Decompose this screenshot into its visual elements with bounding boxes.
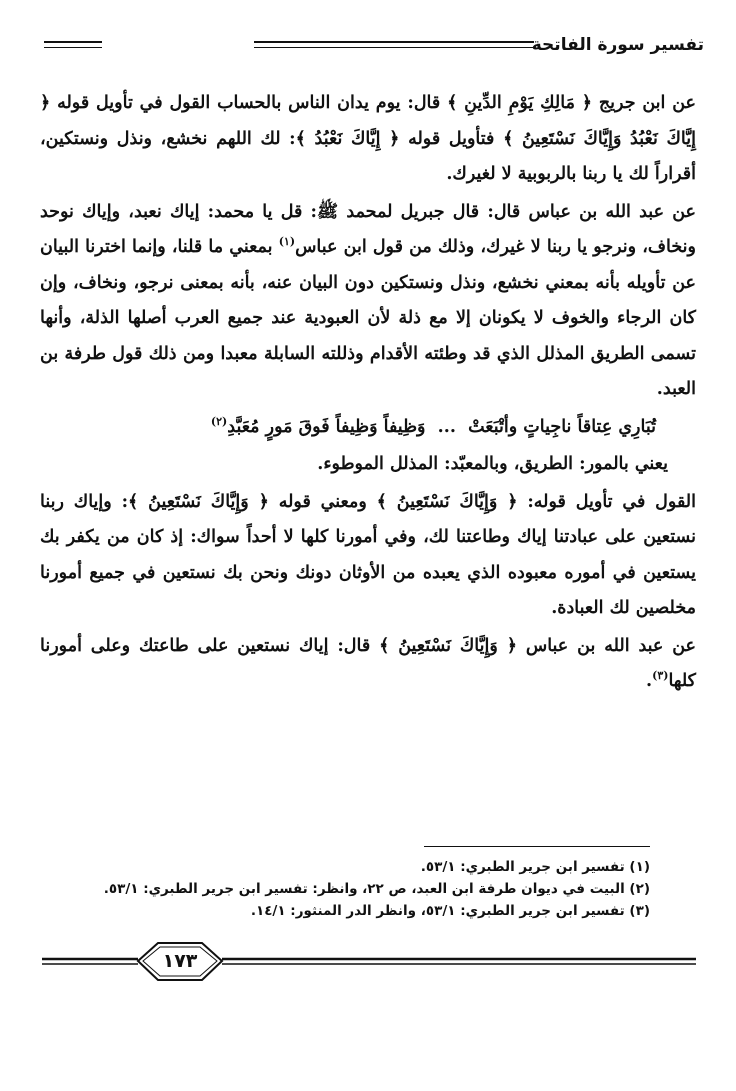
main-text [40, 86, 696, 702]
gloss-line: يعني بالمور: الطريق، وبالمعبّد: المذلل الموطوء. [317, 454, 668, 474]
footnote-3: (٣) تفسير ابن جرير الطبري: ٥٣/١، وانظر الدر المنثور: ١٤/١. [250, 903, 650, 919]
footnote-1: (١) تفسير ابن جرير الطبري: ٥٣/١. [420, 859, 650, 875]
paragraph-1: عن ابن جريج ﴿ مَالِكِ يَوْمِ الدِّينِ ﴾ قال: يوم يدان الناس بالحساب القول في تأويل قوله ﴿ إِيَّاكَ نَعْبُدُ وَإِيَّاكَ نَسْتَعِينُ ﴾ فتأويل قوله ﴿ إِيَّاكَ نَعْبُدُ ﴾: لك اللهم نخشع، ونذل ونستكين، أقراراً لك يا ربنا بالربوبية لا لغيرك. [40, 93, 696, 184]
footnote-separator [424, 846, 650, 847]
poem-separator: ... [437, 416, 456, 437]
footnote-ref-3: (٣) [652, 669, 669, 683]
poem-hemistich-2: وَظِيفاً وَظِيفاً فَوقَ مَورٍ مُعَبَّدِ [227, 416, 426, 437]
footnote-ref-2: (٢) [210, 414, 228, 428]
paragraph-4 [40, 629, 696, 700]
header-rule-right [254, 41, 534, 48]
footnote-ref-1: (١) [278, 235, 296, 249]
paragraph-4-text: عن عبد الله بن عباس ﴿ وَإِيَّاكَ نَسْتَعِينُ ﴾ قال: إياك نستعين على طاعتك وعلى أمورنا كلها [40, 635, 696, 691]
header-rule-left [44, 41, 102, 48]
poem-hemistich-1: تُبَارِي عِتاقاً ناجِياتٍ وأتْبَعَتْ [468, 416, 656, 437]
paragraph-3: القول في تأويل قوله: ﴿ وَإِيَّاكَ نَسْتَعِينُ ﴾ ومعني قوله ﴿ وَإِيَّاكَ نَسْتَعِينُ ﴾: وإياك ربنا نستعين على عبادتنا إياك وطاعتنا لك، وفي أمورنا كلها لا أحداً سواك: إذ كان من يكفر بك يستعين في أموره معبوده الذي يعبده من الأوثان دونك ونحن بك نستعين في جميع أمورنا مخلصين لك العبادة. [40, 491, 696, 618]
paragraph-4-end: . [646, 671, 653, 691]
footnotes [50, 856, 650, 922]
paragraph-2-text: عن عبد الله بن عباس قال: قال جبريل لمحمد ﷺ: قل يا محمد: إياك نعبد، وإياك نوحد ونخاف، ونرجو يا ربنا لا غيرك، وذلك من قول ابن عباس [40, 201, 696, 257]
header-title: تفسير سورة الفاتحة [531, 35, 704, 55]
running-header [44, 32, 704, 60]
paragraph-2-continuation: بمعني ما قلنا، وإنما اخترنا البيان عن تأويله بأنه بمعني نخشع، ونذل ونستكين دون البيان عنه، بأنه بمعنى نرجو، ونخاف، وإن كان الرجاء والخوف لا يكونان إلا مع ذلة لأن العبودية عند جميع العرب أصلها الذلة، وأنها تسمى الطريق المذلل الذي قد وطئته الأقدام وذللته السابلة معبدا ومن ذلك قول طرفة بن العبد. [40, 237, 696, 399]
poem-verse [40, 410, 696, 446]
footnote-2: (٢) البيت في ديوان طرفة ابن العبد، ص ٢٢، وانظر: تفسير ابن جرير الطبري: ٥٣/١. [103, 881, 650, 897]
paragraph-2 [40, 195, 696, 408]
page-footer [42, 940, 696, 984]
page-number: ١٧٣ [162, 950, 198, 972]
